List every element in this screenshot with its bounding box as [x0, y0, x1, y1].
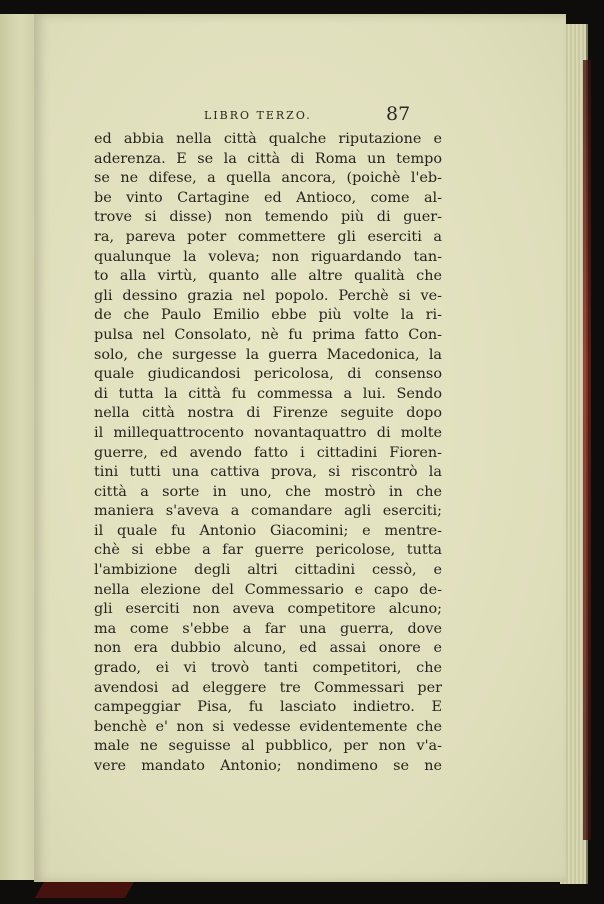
text-line: de che Paulo Emilio ebbe più volte la ri-	[94, 307, 442, 324]
text-line: di tutta la città fu commessa a lui. Sendo	[94, 385, 442, 402]
text-line: pulsa nel Consolato, nè fu prima fatto Con-	[94, 326, 442, 343]
binding-edge	[583, 60, 591, 840]
text-line: vere mandato Antonio; nondimeno se ne	[94, 758, 442, 774]
text-line: il quale fu Antonio Giacomini; e mentre-	[94, 522, 442, 539]
text-line: solo, che surgesse la guerra Macedonica, la	[94, 346, 442, 363]
text-line: nella elezione del Commessario e capo de-	[94, 581, 442, 598]
text-line: qualunque la voleva; non riguardando tan-	[94, 248, 442, 265]
previous-page-edge	[0, 14, 35, 880]
text-line: se ne difese, a quella ancora, (poichè l'eb-	[94, 170, 442, 187]
ribbon-marker	[35, 880, 135, 898]
text-line: campeggiar Pisa, fu lasciato indietro. E	[94, 699, 442, 716]
text-line: aderenza. E se la città di Roma un tempo	[94, 150, 442, 167]
running-head: LIBRO TERZO.	[204, 109, 312, 122]
text-line: gli dessino grazia nel popolo. Perchè si ve-	[94, 287, 442, 304]
body-text	[94, 130, 442, 777]
text-line: il millequattrocento novantaquattro di molte	[94, 424, 442, 441]
book-page	[34, 14, 566, 882]
text-line: be vinto Cartagine ed Antioco, come al-	[94, 189, 442, 206]
text-line: trove si disse) non temendo più di guer-	[94, 209, 442, 226]
text-line: male ne seguisse al pubblico, per non v'a-	[94, 738, 442, 755]
text-line: l'ambizione degli altri cittadini cessò, e	[94, 562, 442, 579]
text-line: città a sorte in uno, che mostrò in che	[94, 483, 442, 500]
text-line: nella città nostra di Firenze seguite dopo	[94, 405, 442, 422]
text-line: ra, pareva poter commettere gli eserciti a	[94, 228, 442, 245]
text-line: non era dubbio alcuno, ed assai onore e	[94, 640, 442, 657]
text-line: quale giudicandosi pericolosa, di consenso	[94, 366, 442, 383]
text-line: grado, ei vi trovò tanti competitori, che	[94, 660, 442, 677]
text-line: ma come s'ebbe a far una guerra, dove	[94, 620, 442, 637]
text-line: guerre, ed avendo fatto i cittadini Fioren-	[94, 444, 442, 461]
text-line: ed abbia nella città qualche riputazione e	[94, 131, 442, 147]
text-line: benchè e' non si vedesse evidentemente che	[94, 718, 442, 735]
text-line: gli eserciti non aveva competitore alcuno;	[94, 601, 442, 618]
page-number: 87	[386, 103, 411, 125]
text-line: tini tutti una cattiva prova, si riscontrò la	[94, 464, 442, 481]
text-line: maniera s'aveva a comandare agli eserciti;	[94, 503, 442, 520]
text-line: avendosi ad eleggere tre Commessari per	[94, 679, 442, 696]
text-line: to alla virtù, quanto alle altre qualità che	[94, 268, 442, 285]
text-line: chè si ebbe a far guerre pericolose, tutta	[94, 542, 442, 559]
